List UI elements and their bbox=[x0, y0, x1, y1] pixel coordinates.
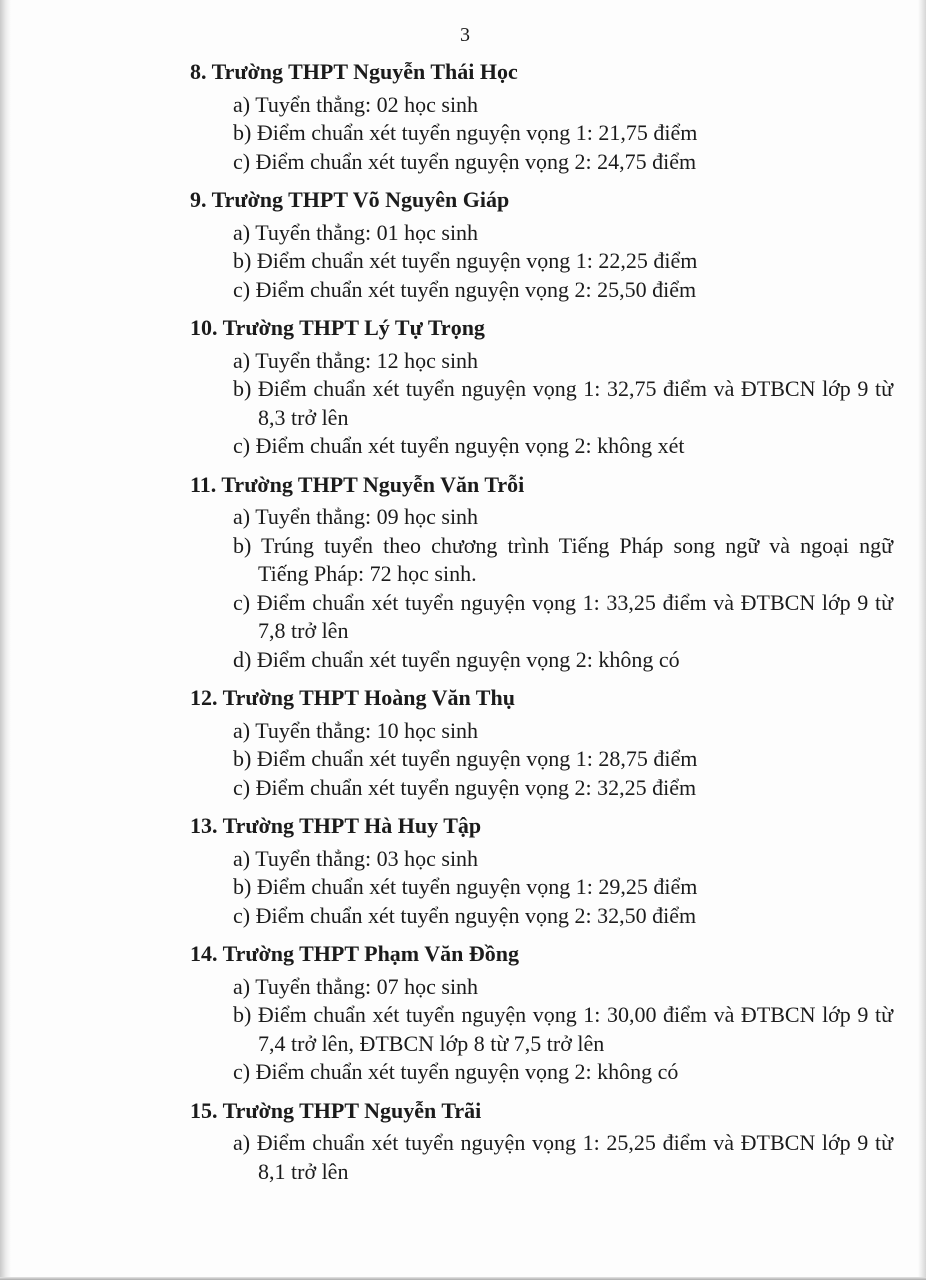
section-item: b) Điểm chuẩn xét tuyển nguyện vọng 1: 29,25 điểm bbox=[233, 874, 698, 899]
section-item: a) Tuyển thẳng: 10 học sinh bbox=[233, 717, 479, 743]
section-school-11 bbox=[190, 471, 893, 675]
section-item: b) Điểm chuẩn xét tuyển nguyện vọng 1: 21,75 điểm bbox=[233, 120, 698, 145]
section-heading: 9. Trường THPT Võ Nguyên Giáp bbox=[190, 187, 510, 212]
scan-edge-left bbox=[0, 0, 11, 1280]
section-item: c) Điểm chuẩn xét tuyển nguyện vọng 2: không có bbox=[233, 1059, 679, 1084]
section-heading: 8. Trường THPT Nguyễn Thái Học bbox=[190, 59, 518, 84]
section-school-12 bbox=[190, 684, 880, 802]
scan-edge-right bbox=[918, 0, 926, 1280]
section-item: b) Điểm chuẩn xét tuyển nguyện vọng 1: 30,00 điểm và ĐTBCN lớp 9 từ 7,4 trở lên, ĐTBCN lớp 8 từ 7,5 trở lên bbox=[233, 1002, 893, 1056]
section-heading: 12. Trường THPT Hoàng Văn Thụ bbox=[190, 685, 515, 710]
section-heading: 15. Trường THPT Nguyễn Trãi bbox=[190, 1097, 482, 1123]
section-heading: 11. Trường THPT Nguyễn Văn Trỗi bbox=[190, 471, 525, 497]
page-number: 3 bbox=[460, 24, 470, 46]
section-item: a) Tuyển thẳng: 07 học sinh bbox=[233, 973, 479, 999]
section-school-15 bbox=[190, 1097, 893, 1187]
section-item: a) Tuyển thẳng: 01 học sinh bbox=[233, 219, 479, 245]
section-heading: 10. Trường THPT Lý Tự Trọng bbox=[190, 315, 485, 340]
section-item: c) Điểm chuẩn xét tuyển nguyện vọng 2: không xét bbox=[233, 433, 685, 458]
section-item: c) Điểm chuẩn xét tuyển nguyện vọng 1: 33,25 điểm và ĐTBCN lớp 9 từ 7,8 trở lên bbox=[233, 589, 893, 643]
section-heading: 14. Trường THPT Phạm Văn Đồng bbox=[190, 941, 519, 966]
section-item: a) Tuyển thẳng: 03 học sinh bbox=[233, 845, 479, 871]
section-item: b) Điểm chuẩn xét tuyển nguyện vọng 1: 22,25 điểm bbox=[233, 248, 698, 273]
section-heading: 13. Trường THPT Hà Huy Tập bbox=[190, 813, 482, 838]
section-school-10 bbox=[190, 314, 893, 461]
section-school-14 bbox=[190, 940, 893, 1087]
section-item: b) Trúng tuyển theo chương trình Tiếng Pháp song ngữ và ngoại ngữ Tiếng Pháp: 72 học sinh. bbox=[233, 532, 893, 586]
section-school-9 bbox=[190, 186, 880, 304]
section-item: c) Điểm chuẩn xét tuyển nguyện vọng 2: 32,50 điểm bbox=[233, 902, 697, 928]
section-item: a) Tuyển thẳng: 02 học sinh bbox=[233, 91, 479, 117]
section-school-13 bbox=[190, 812, 880, 930]
section-item: c) Điểm chuẩn xét tuyển nguyện vọng 2: 24,75 điểm bbox=[233, 148, 697, 174]
section-item: a) Tuyển thẳng: 12 học sinh bbox=[233, 347, 479, 373]
section-item: b) Điểm chuẩn xét tuyển nguyện vọng 1: 32,75 điểm và ĐTBCN lớp 9 từ 8,3 trở lên bbox=[233, 376, 893, 430]
section-school-8 bbox=[190, 58, 880, 176]
section-item: c) Điểm chuẩn xét tuyển nguyện vọng 2: 25,50 điểm bbox=[233, 276, 697, 302]
section-item: d) Điểm chuẩn xét tuyển nguyện vọng 2: không có bbox=[233, 646, 680, 672]
section-item: a) Điểm chuẩn xét tuyển nguyện vọng 1: 25,25 điểm và ĐTBCN lớp 9 từ 8,1 trở lên bbox=[233, 1130, 893, 1184]
section-item: c) Điểm chuẩn xét tuyển nguyện vọng 2: 32,25 điểm bbox=[233, 774, 697, 800]
section-item: b) Điểm chuẩn xét tuyển nguyện vọng 1: 28,75 điểm bbox=[233, 746, 698, 771]
section-item: a) Tuyển thẳng: 09 học sinh bbox=[233, 504, 479, 529]
